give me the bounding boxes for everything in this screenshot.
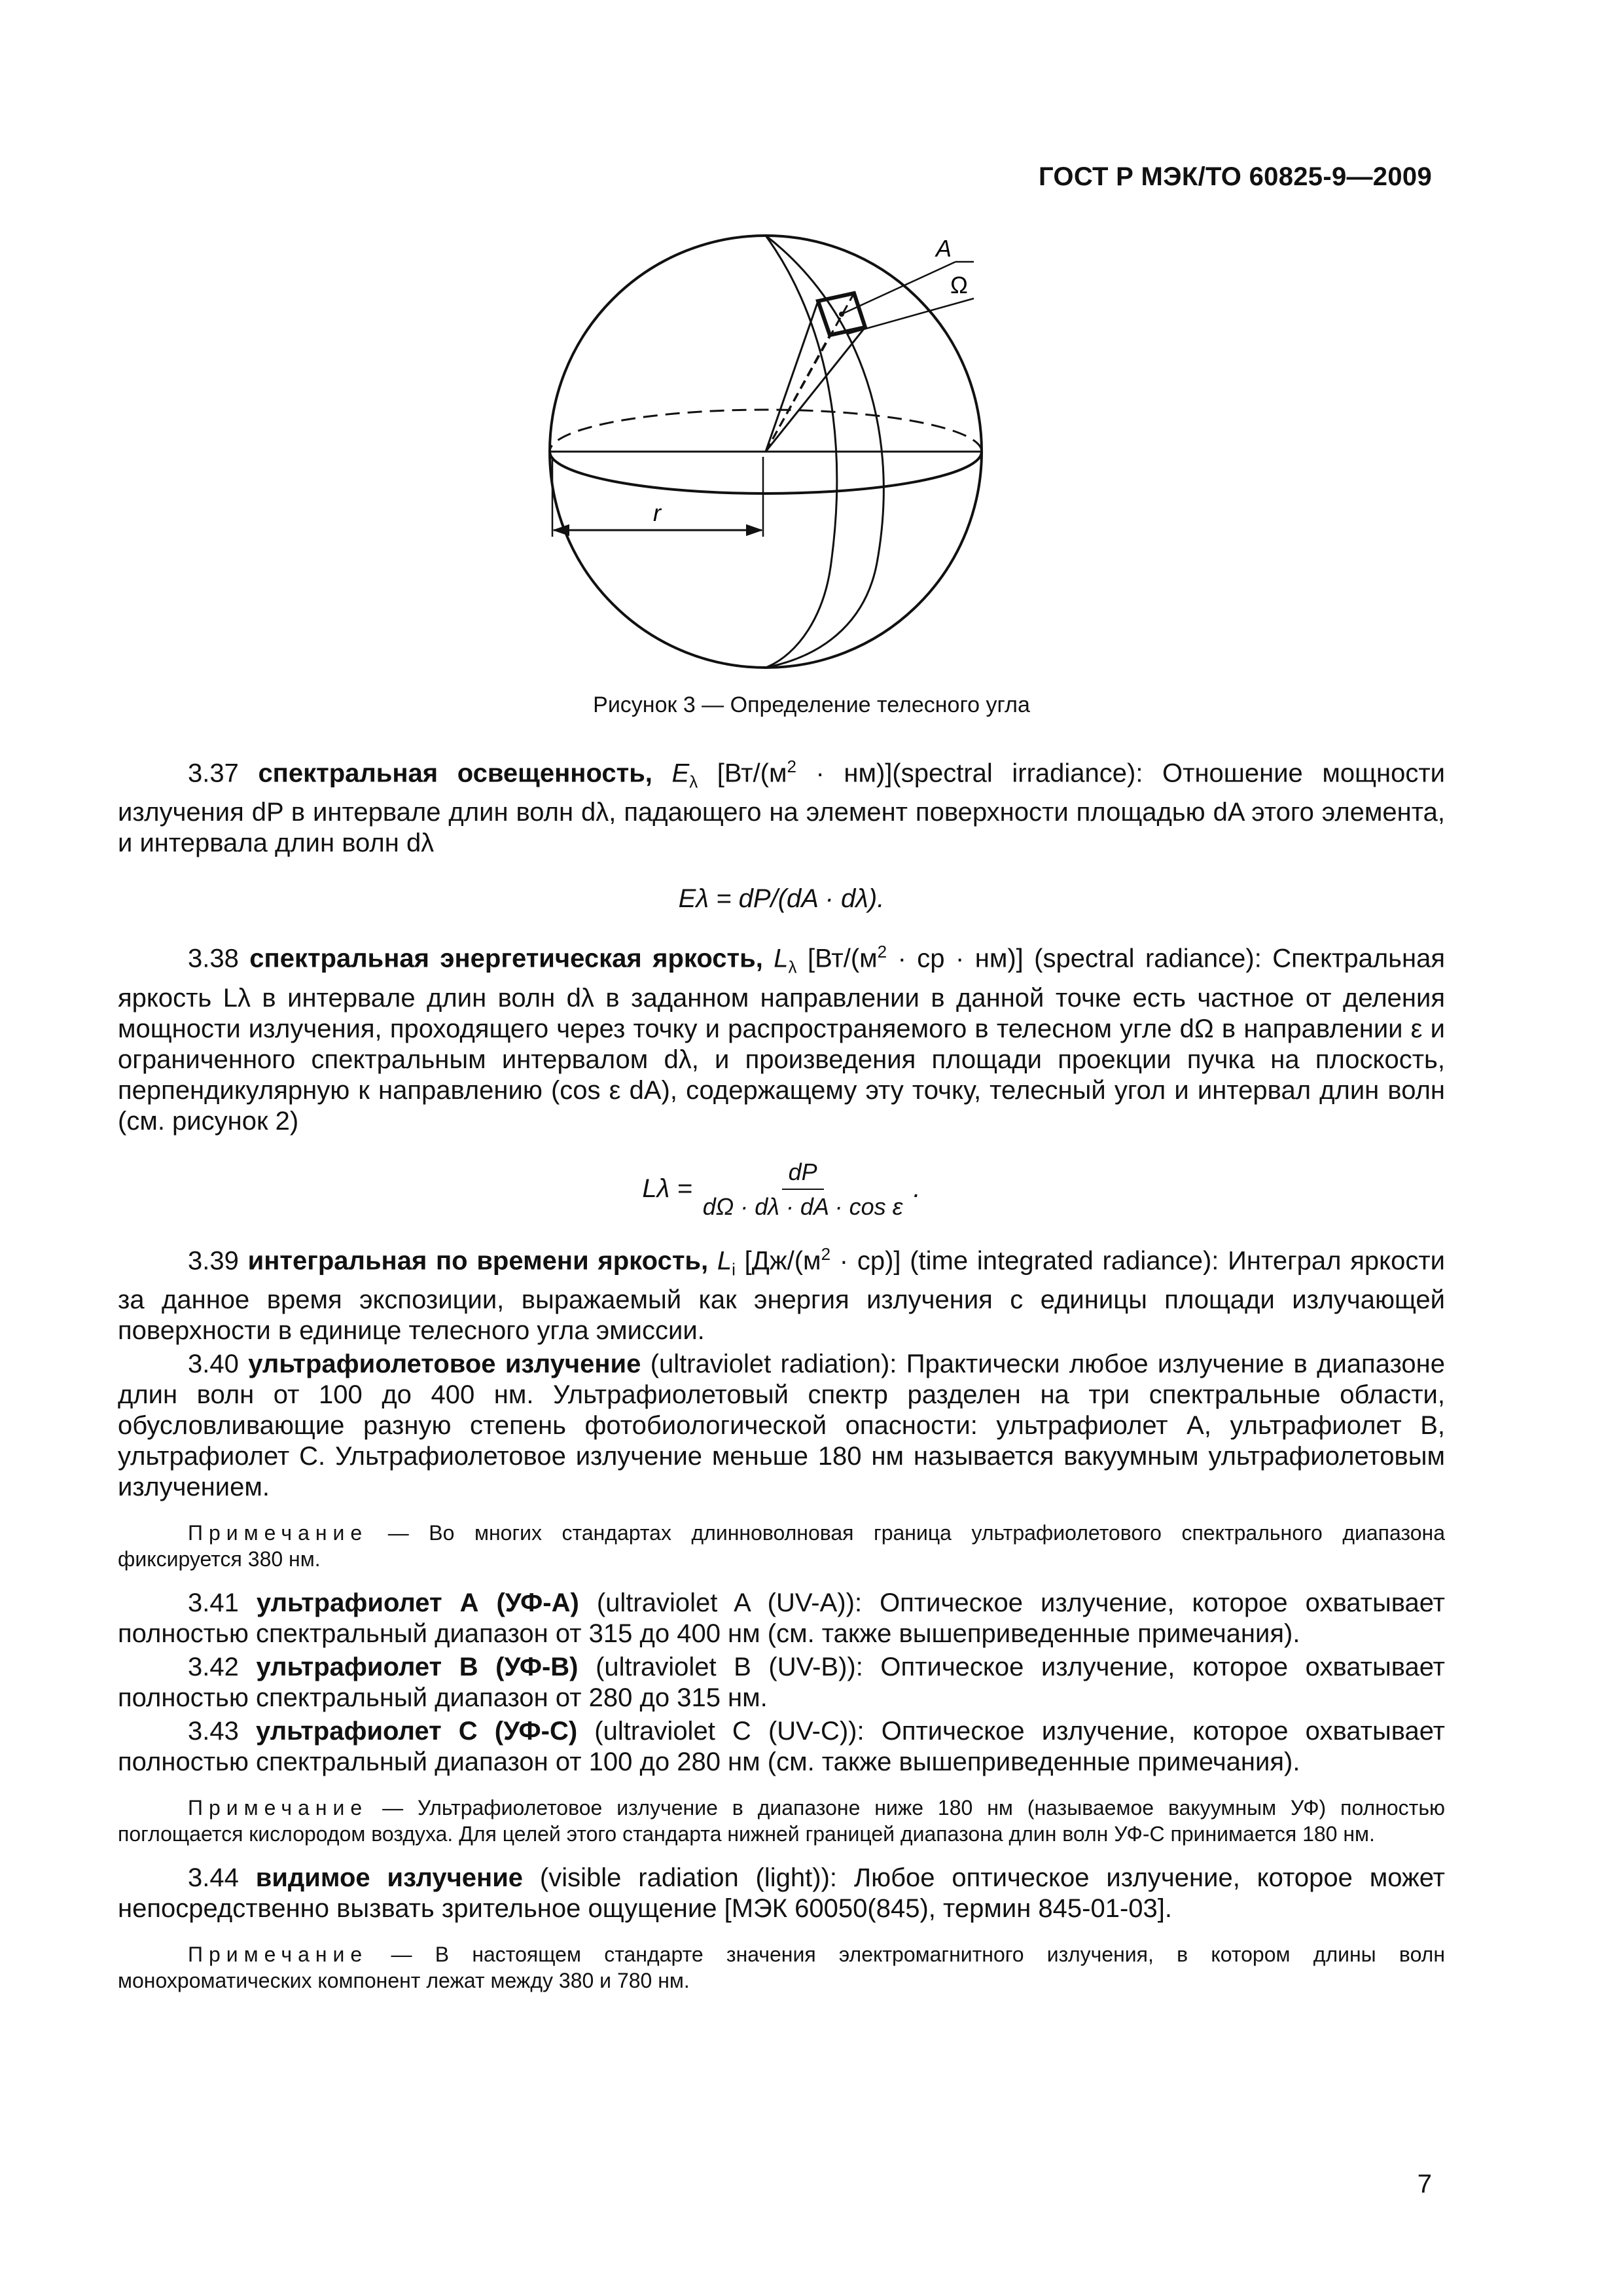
term-ultraviolet-c: ультрафиолет С (УФ-С) bbox=[255, 1716, 578, 1746]
term-ultraviolet-radiation: ультрафиолетовое излучение bbox=[248, 1349, 641, 1378]
definition-3-38: 3.38 спектральная энергетическая яркость, $L_\lambda$ [$Вт/(м^2$ · ср · нм)] (spectral radiance): Спектральная яркость Lλ в интервале длин волн dλ в заданном направлении в данной точке есть частное от деления мощности излучения, проходящего через точку и распространяемого в телесном угле dΩ в направлении ε и ограниченного спектральным интервалом dλ, и произведения площади проекции пучка на плоскость, перпендикулярную к направлению (cos ε dA), содержащему эту точку, телесный угол и интервал длин волн (см. рисунок 2) bbox=[118, 942, 1446, 1136]
definition-3-37: 3.37 спектральная освещенность, $E_\lambda$ [$Вт/(м^2$ · нм)](spectral irradiance): Отношение мощности излучения dP в интервале длин волн dλ, падающего на элемент поверхности площадью dA этого элемента, и интервала длин волн dλ bbox=[118, 757, 1446, 858]
term-ultraviolet-b: ультрафиолет В (УФ-В) bbox=[256, 1652, 579, 1681]
term-spectral-irradiance: спектральная освещенность, bbox=[258, 759, 652, 788]
definition-3-41: 3.41 ультрафиолет А (УФ-А) (ultraviolet A (UV-A)): Оптическое излучение, которое охватывает полностью спектральный диапазон от 315 до 400 нм (см. также вышеприведенные примечания). bbox=[118, 1588, 1445, 1648]
solid-angle-diagram bbox=[537, 223, 995, 681]
cone-line-1 bbox=[766, 301, 818, 452]
leader-omega bbox=[847, 298, 974, 334]
term-ultraviolet-a: ультрафиолет А (УФ-А) bbox=[256, 1588, 579, 1617]
formula-spectral-irradiance: Eλ = dP/(dA · dλ). bbox=[678, 884, 885, 914]
definition-3-42: 3.42 ультрафиолет В (УФ-В) (ultraviolet B (UV-B)): Оптическое излучение, которое охватывает полностью спектральный диапазон от 280 до 315 нм. bbox=[118, 1652, 1445, 1712]
label-omega: Ω bbox=[950, 272, 968, 298]
definition-3-44: 3.44 видимое излучение (visible radiation (light)): Любое оптическое излучение, которое может непосредственно вызвать зрительное ощущение [МЭК 60050(845), термин 845-01-03]. bbox=[118, 1863, 1445, 1923]
definition-3-40: 3.40 ультрафиолетовое излучение (ultraviolet radiation): Практически любое излучение в диапазоне длин волн от 100 до 400 нм. Ультрафиолетовый спектр разделен на три спектральные области, обусловливающие разную степень фотобиологической опасности: ультрафиолет А, ультрафиолет В, ультрафиолет С. Ультрафиолетовое излучение меньше 180 нм называется вакуумным ультрафиолетовым излучением. bbox=[118, 1349, 1445, 1501]
term-visible-radiation: видимое излучение bbox=[255, 1863, 524, 1892]
label-r: r bbox=[653, 499, 661, 526]
term-spectral-radiance: спектральная энергетическая яркость, bbox=[249, 944, 763, 973]
term-time-integrated-radiance: интегральная по времени яркость, bbox=[247, 1246, 709, 1275]
equator-front bbox=[550, 452, 982, 493]
sphere-figure bbox=[537, 223, 995, 681]
document-body bbox=[118, 751, 1445, 2009]
note-2: Примечание — Ультрафиолетовое излучение в диапазоне ниже 180 нм (называемое вакуумным УФ) полностью поглощается кислородом воздуха. Для целей этого стандарта нижней границей диапазона длин волн УФ-С принимается 180 нм. bbox=[118, 1795, 1445, 1846]
document-code-header: ГОСТ Р МЭК/ТО 60825-9—2009 bbox=[1038, 162, 1432, 191]
note-3: Примечание — В настоящем стандарте значения электромагнитного излучения, в котором длины волн монохроматических компонент лежат между 380 и 780 нм. bbox=[118, 1942, 1445, 1992]
formula-spectral-radiance: Lλ = $\frac{dP}{\text{dΩ · dλ · dA · cos ε}}$ . bbox=[118, 1157, 1445, 1222]
figure-caption: Рисунок 3 — Определение телесного угла bbox=[593, 692, 1030, 717]
note-1: Примечание — Во многих стандартах длинноволновая граница ультрафиолетового спектрального диапазона фиксируется 380 нм. bbox=[118, 1520, 1445, 1571]
definition-3-39: 3.39 интегральная по времени яркость, $L_i$ $[Дж/(м^2 \cdot ср)]$ (time integrated radiance): Интеграл яркости за данное время экспозиции, выражаемый как энергия излучения с единицы площади излучающей поверхности в единице телесного угла эмиссии. bbox=[118, 1244, 1445, 1345]
label-a: A bbox=[936, 235, 952, 262]
definition-3-43: 3.43 ультрафиолет С (УФ-С) (ultraviolet C (UV-C)): Оптическое излучение, которое охватывает полностью спектральный диапазон от 100 до 280 нм (см. также вышеприведенные примечания). bbox=[118, 1716, 1445, 1776]
page-number: 7 bbox=[1417, 2170, 1432, 2198]
leader-a bbox=[842, 262, 955, 314]
cone-line-4 bbox=[766, 327, 865, 452]
